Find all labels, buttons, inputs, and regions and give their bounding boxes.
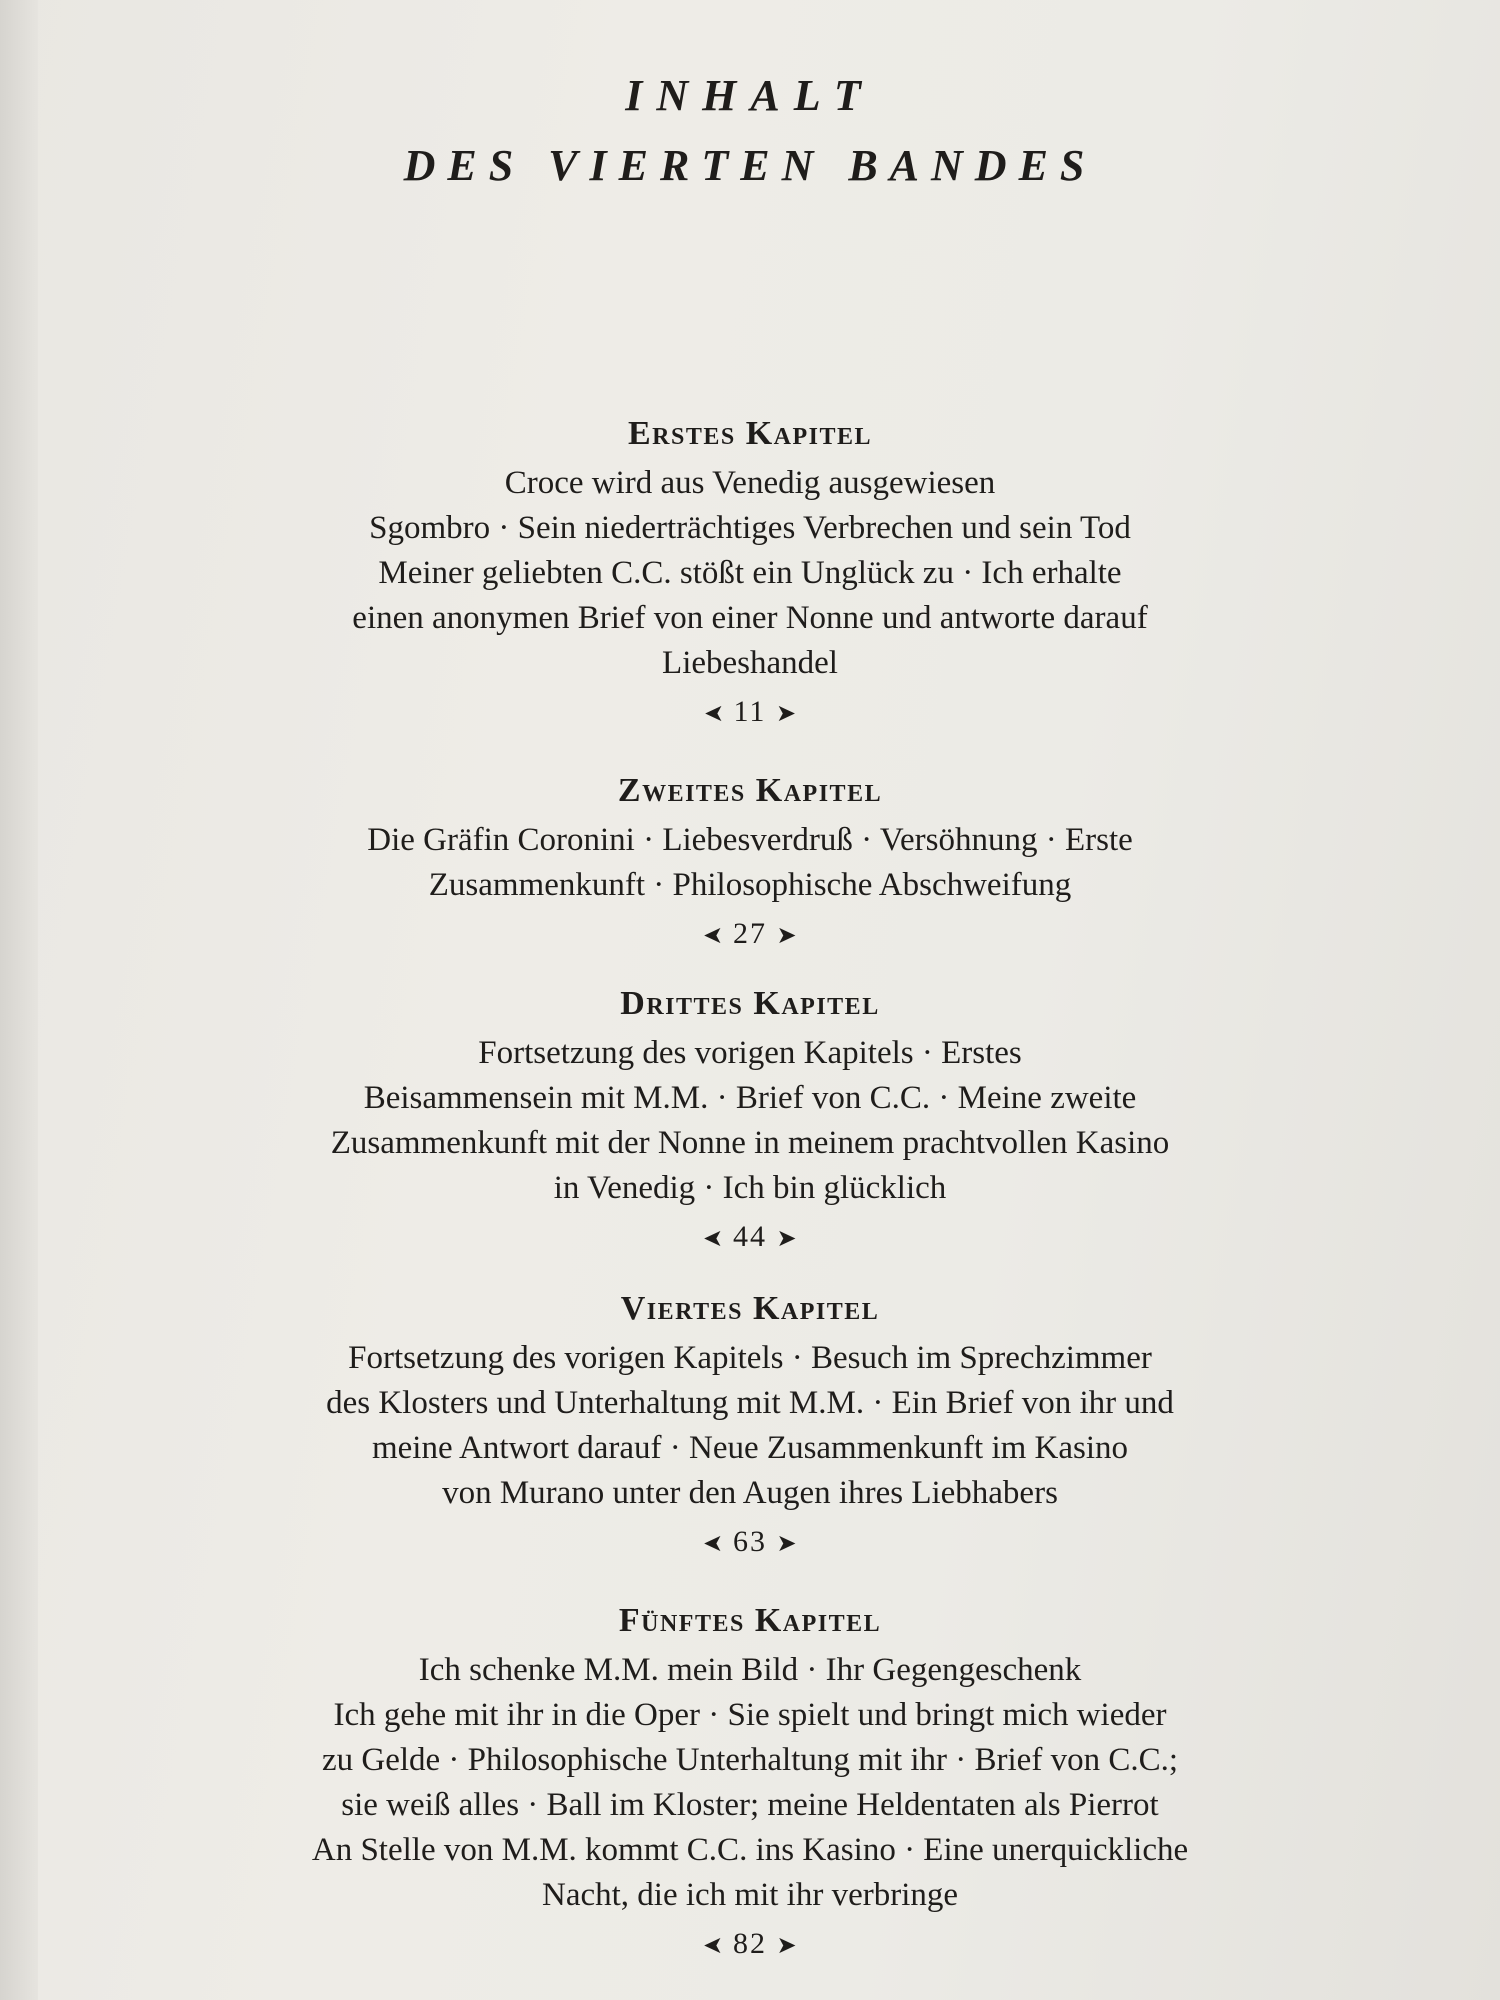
right-ornament-icon: ➤	[775, 701, 799, 727]
chapter-summary-line: Croce wird aus Venedig ausgewiesen	[504, 465, 996, 501]
chapter-summary-line: Liebeshandel	[662, 645, 838, 681]
chapter-page-number: ➤ 82 ➤	[0, 1922, 1500, 1968]
chapter-heading: Erstes Kapitel	[627, 415, 873, 452]
chapter-heading: Drittes Kapitel	[620, 985, 880, 1022]
right-ornament-icon: ➤	[776, 1531, 799, 1557]
chapter-summary-line: von Murano unter den Augen ihres Liebhabers	[442, 1475, 1058, 1511]
chapter-entry-5	[0, 1602, 1500, 1968]
chapter-summary-line: Zusammenkunft mit der Nonne in meinem prachtvollen Kasino	[330, 1125, 1170, 1161]
chapter-summary-line: in Venedig · Ich bin glücklich	[553, 1170, 947, 1206]
chapter-summary-line: Zusammenkunft · Philosophische Abschweifung	[428, 867, 1072, 903]
chapter-entry-1	[0, 415, 1500, 736]
chapter-summary-line: Ich gehe mit ihr in die Oper · Sie spielt und bringt mich wieder	[333, 1697, 1167, 1733]
chapter-summary-line: meine Antwort darauf · Neue Zusammenkunft im Kasino	[371, 1430, 1129, 1466]
chapter-page-number: ➤ 63 ➤	[0, 1520, 1500, 1566]
page-subtitle: DES VIERTEN BANDES	[403, 141, 1097, 190]
chapter-summary-line: Nacht, die ich mit ihr verbringe	[541, 1877, 959, 1913]
left-ornament-icon: ➤	[701, 701, 725, 727]
chapter-summary-line: Die Gräfin Coronini · Liebesverdruß · Versöhnung · Erste	[367, 822, 1133, 858]
chapter-summary-line: Beisammensein mit M.M. · Brief von C.C. · Meine zweite	[363, 1080, 1137, 1116]
left-ornament-icon: ➤	[701, 1531, 724, 1557]
chapter-entry-3	[0, 985, 1500, 1261]
chapter-summary-line: sie weiß alles · Ball im Kloster; meine Heldentaten als Pierrot	[341, 1787, 1159, 1823]
chapter-summary-line: des Klosters und Unterhaltung mit M.M. · Ein Brief von ihr und	[326, 1385, 1174, 1421]
chapter-page-number: ➤ 27 ➤	[0, 912, 1500, 958]
chapter-summary-line: einen anonymen Brief von einer Nonne und antworte darauf	[352, 600, 1148, 636]
right-ornament-icon: ➤	[776, 1226, 799, 1252]
chapter-summary-line: Fortsetzung des vorigen Kapitels · Besuch im Sprechzimmer	[348, 1340, 1152, 1376]
chapter-summary-line: zu Gelde · Philosophische Unterhaltung mit ihr · Brief von C.C.;	[321, 1742, 1179, 1778]
chapter-heading: Viertes Kapitel	[620, 1290, 880, 1327]
chapter-summary-line: Meiner geliebten C.C. stößt ein Unglück zu · Ich erhalte	[378, 555, 1122, 591]
right-ornament-icon: ➤	[776, 923, 799, 949]
left-ornament-icon: ➤	[701, 1933, 724, 1959]
chapter-page-number: ➤ 44 ➤	[0, 1215, 1500, 1261]
chapter-heading: Fünftes Kapitel	[618, 1602, 882, 1639]
chapter-summary-line: An Stelle von M.M. kommt C.C. ins Kasino · Eine unerquickliche	[311, 1832, 1189, 1868]
chapter-heading: Zweites Kapitel	[617, 772, 883, 809]
chapter-page-number: ➤ 11 ➤	[0, 690, 1500, 736]
chapter-summary-line: Ich schenke M.M. mein Bild · Ihr Gegengeschenk	[418, 1652, 1082, 1688]
left-ornament-icon: ➤	[701, 1226, 724, 1252]
chapter-entry-4	[0, 1290, 1500, 1566]
chapter-entry-2	[0, 772, 1500, 958]
chapter-summary-line: Fortsetzung des vorigen Kapitels · Erstes	[478, 1035, 1022, 1071]
page-title: INHALT	[625, 71, 875, 120]
left-ornament-icon: ➤	[701, 923, 724, 949]
right-ornament-icon: ➤	[776, 1933, 799, 1959]
chapter-summary-line: Sgombro · Sein niederträchtiges Verbrechen und sein Tod	[369, 510, 1131, 546]
